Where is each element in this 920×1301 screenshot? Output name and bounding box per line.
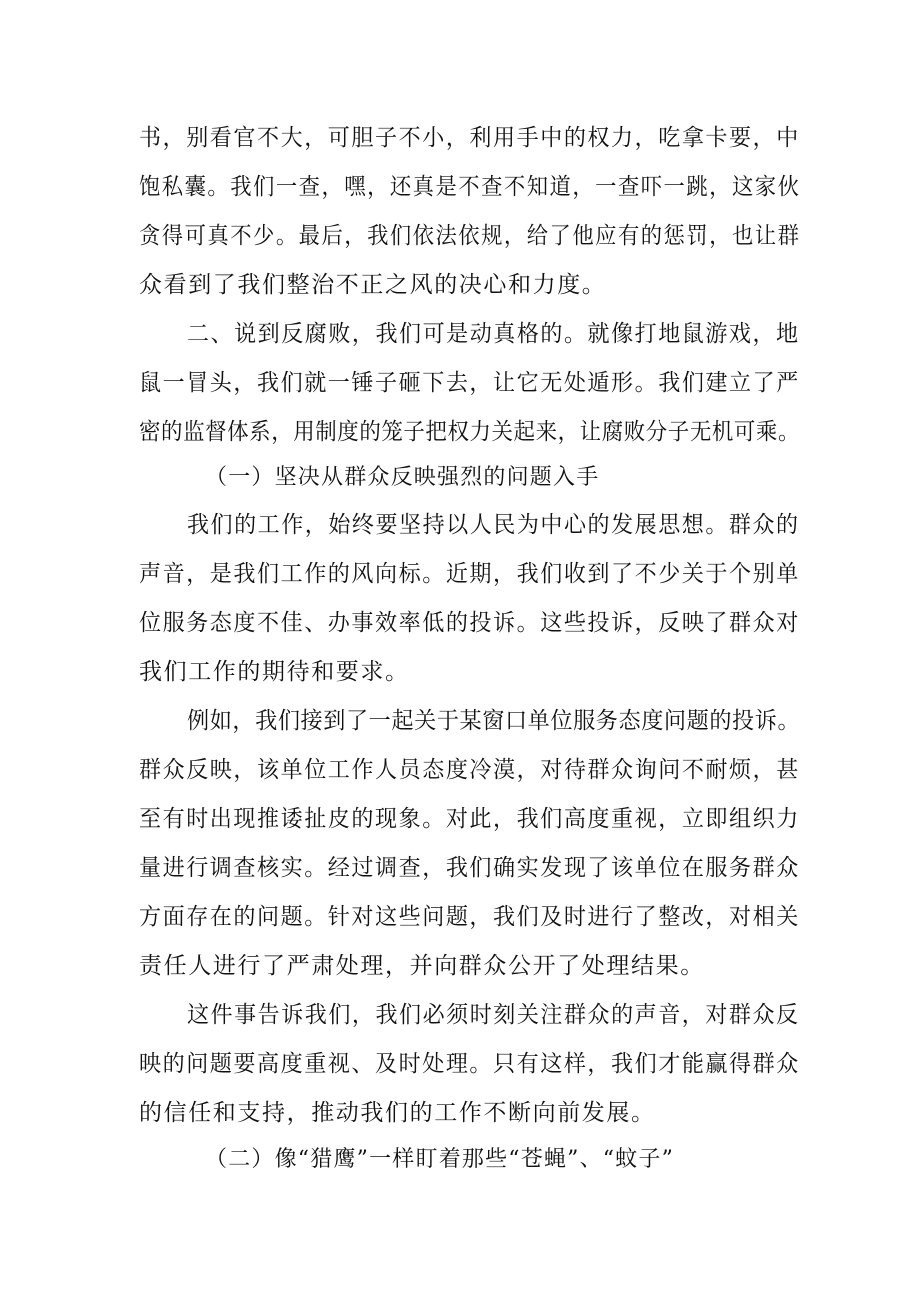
section-heading-2: （二）像“猎鹰”一样盯着那些“苍蝇”、“蚊子” [205,1147,675,1172]
paragraph-4-line-3: 至有时出现推诿扯皮的现象。对此，我们高度重视，立即组织力 [139,806,800,832]
paragraph-4-line-6: 责任人进行了严肃处理，并向群众公开了处理结果。 [139,953,705,979]
paragraph-4-line-1: 例如，我们接到了一起关于某窗口单位服务态度问题的投诉。 [187,708,801,734]
paragraph-2-line-3: 密的监督体系，用制度的笼子把权力关起来，让腐败分子无机可乘。 [139,419,800,445]
paragraph-1-line-2: 饱私囊。我们一查，嘿，还真是不查不知道，一查吓一跳，这家伙 [139,174,801,200]
paragraph-3-line-1: 我们的工作，始终要坚持以人民为中心的发展思想。群众的 [187,512,800,538]
paragraph-3-line-3: 位服务态度不佳、办事效率低的投诉。这些投诉，反映了群众对 [139,610,800,636]
paragraph-5-line-1: 这件事告诉我们，我们必须时刻关注群众的声音，对群众反 [187,1002,800,1028]
paragraph-5-line-3: 的信任和支持，推动我们的工作不断向前发展。 [139,1100,656,1126]
paragraph-2-line-1: 二、说到反腐败，我们可是动真格的。就像打地鼠游戏，地 [187,321,800,347]
paragraph-1-line-1: 书，别看官不大，可胆子不小，利用手中的权力，吃拿卡要，中 [139,125,800,151]
paragraph-4-line-4: 量进行调查核实。经过调查，我们确实发现了该单位在服务群众 [139,855,800,881]
paragraph-3-line-4: 我们工作的期待和要求。 [139,659,410,685]
paragraph-1-line-3: 贪得可真不少。最后，我们依法依规，给了他应有的惩罚，也让群 [139,223,801,249]
section-heading-1: （一）坚决从群众反映强烈的问题入手 [205,465,600,490]
paragraph-4-line-2: 群众反映，该单位工作人员态度冷漠，对待群众询问不耐烦，甚 [139,757,800,783]
paragraph-4-line-5: 方面存在的问题。针对这些问题，我们及时进行了整改，对相关 [139,904,800,930]
paragraph-3-line-2: 声音，是我们工作的风向标。近期，我们收到了不少关于个别单 [139,561,800,587]
paragraph-2-line-2: 鼠一冒头，我们就一锤子砸下去，让它无处遁形。我们建立了严 [139,370,800,396]
paragraph-5-line-2: 映的问题要高度重视、及时处理。只有这样，我们才能赢得群众 [139,1051,800,1077]
paragraph-1-line-4: 众看到了我们整治不正之风的决心和力度。 [139,272,607,298]
